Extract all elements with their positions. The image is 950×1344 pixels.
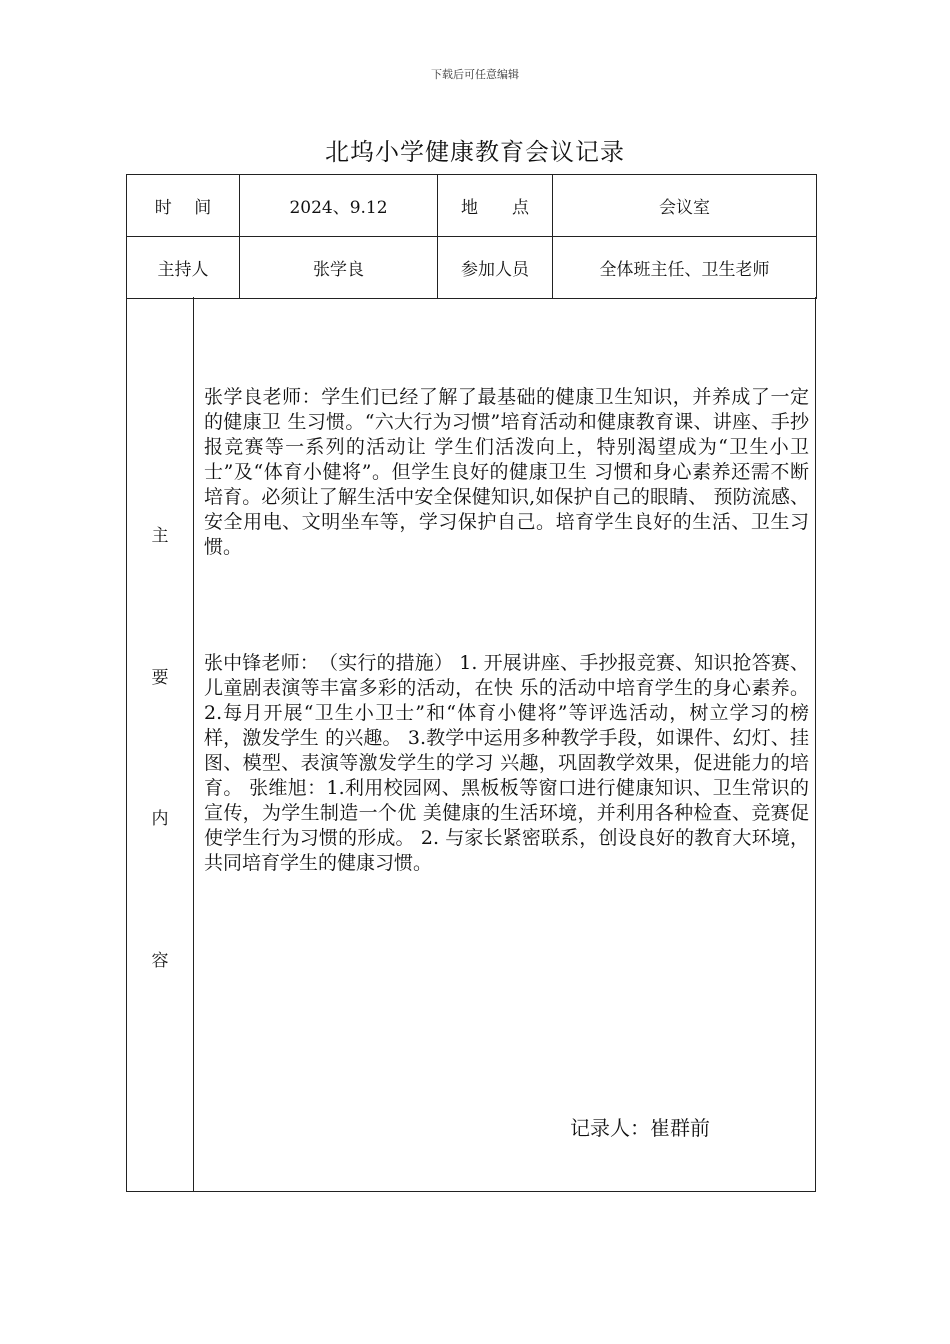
- place-label: 地 点: [438, 175, 553, 237]
- host-value: 张学良: [240, 237, 438, 299]
- time-value: 2024、9.12: [240, 175, 438, 237]
- attendees-label: 参加人员: [438, 237, 553, 299]
- host-label: 主持人: [127, 237, 240, 299]
- meeting-info-table: [126, 174, 817, 299]
- info-row-time-place: [127, 175, 817, 237]
- paragraph-zhang-zhongfeng: 张中锋老师： （实行的措施） 1. 开展讲座、手抄报竞赛、知识抢答赛、儿童剧表演等丰富多彩的活动，在快 乐的活动中培育学生的身心素养。 2.每月开展“卫生小卫士”和“体育小健将”等评选活动，树立学习的榜样，激发学生 的兴趣。 3.教学中运用多种教学手段，如课件、幻灯、挂图、模型、表演等激发学生的学习 兴趣，巩固教学效果，促进能力的培育。 张维旭：1.利用校园网、黑板板等窗口进行健康知识、卫生常识的宣传，为学生制造一个优 美健康的生活环境，并利用各种检查、竞赛促使学生行为习惯的形成。 2. 与家长紧密联系，创设良好的教育大环境，共同培育学生的健康习惯。: [204, 652, 809, 874]
- header-note: 下载后可任意编辑: [431, 68, 519, 81]
- place-value: 会议室: [553, 175, 817, 237]
- time-label: 时 间: [127, 175, 240, 237]
- attendees-value: 全体班主任、卫生老师: [553, 237, 817, 299]
- main-content-box: [126, 297, 816, 1192]
- side-label-char: 主: [151, 526, 169, 546]
- side-label-char: 要: [151, 668, 169, 688]
- side-label-char: 内: [151, 809, 169, 829]
- side-label-column: [127, 297, 194, 1191]
- recorder: 记录人：崔群前: [570, 1116, 710, 1140]
- info-row-host-attendees: [127, 237, 817, 299]
- paragraph-zhang-xueliang: 张学良老师：学生们已经了解了最基础的健康卫生知识，并养成了一定的健康卫 生习惯。“六大行为习惯”培育活动和健康教育课、讲座、手抄报竞赛等一系列的活动让 学生们活泼向上，特别渴望成为“卫生小卫士”及“体育小健将”。但学生良好的健康卫生 习惯和身心素养还需不断培育。必须让了解生活中安全保健知识,如保护自己的眼睛、 预防流感、安全用电、文明坐车等，学习保护自己。培育学生良好的生活、卫生习惯。: [204, 386, 809, 558]
- document-title: 北坞小学健康教育会议记录: [325, 138, 625, 166]
- side-label-char: 容: [151, 951, 169, 971]
